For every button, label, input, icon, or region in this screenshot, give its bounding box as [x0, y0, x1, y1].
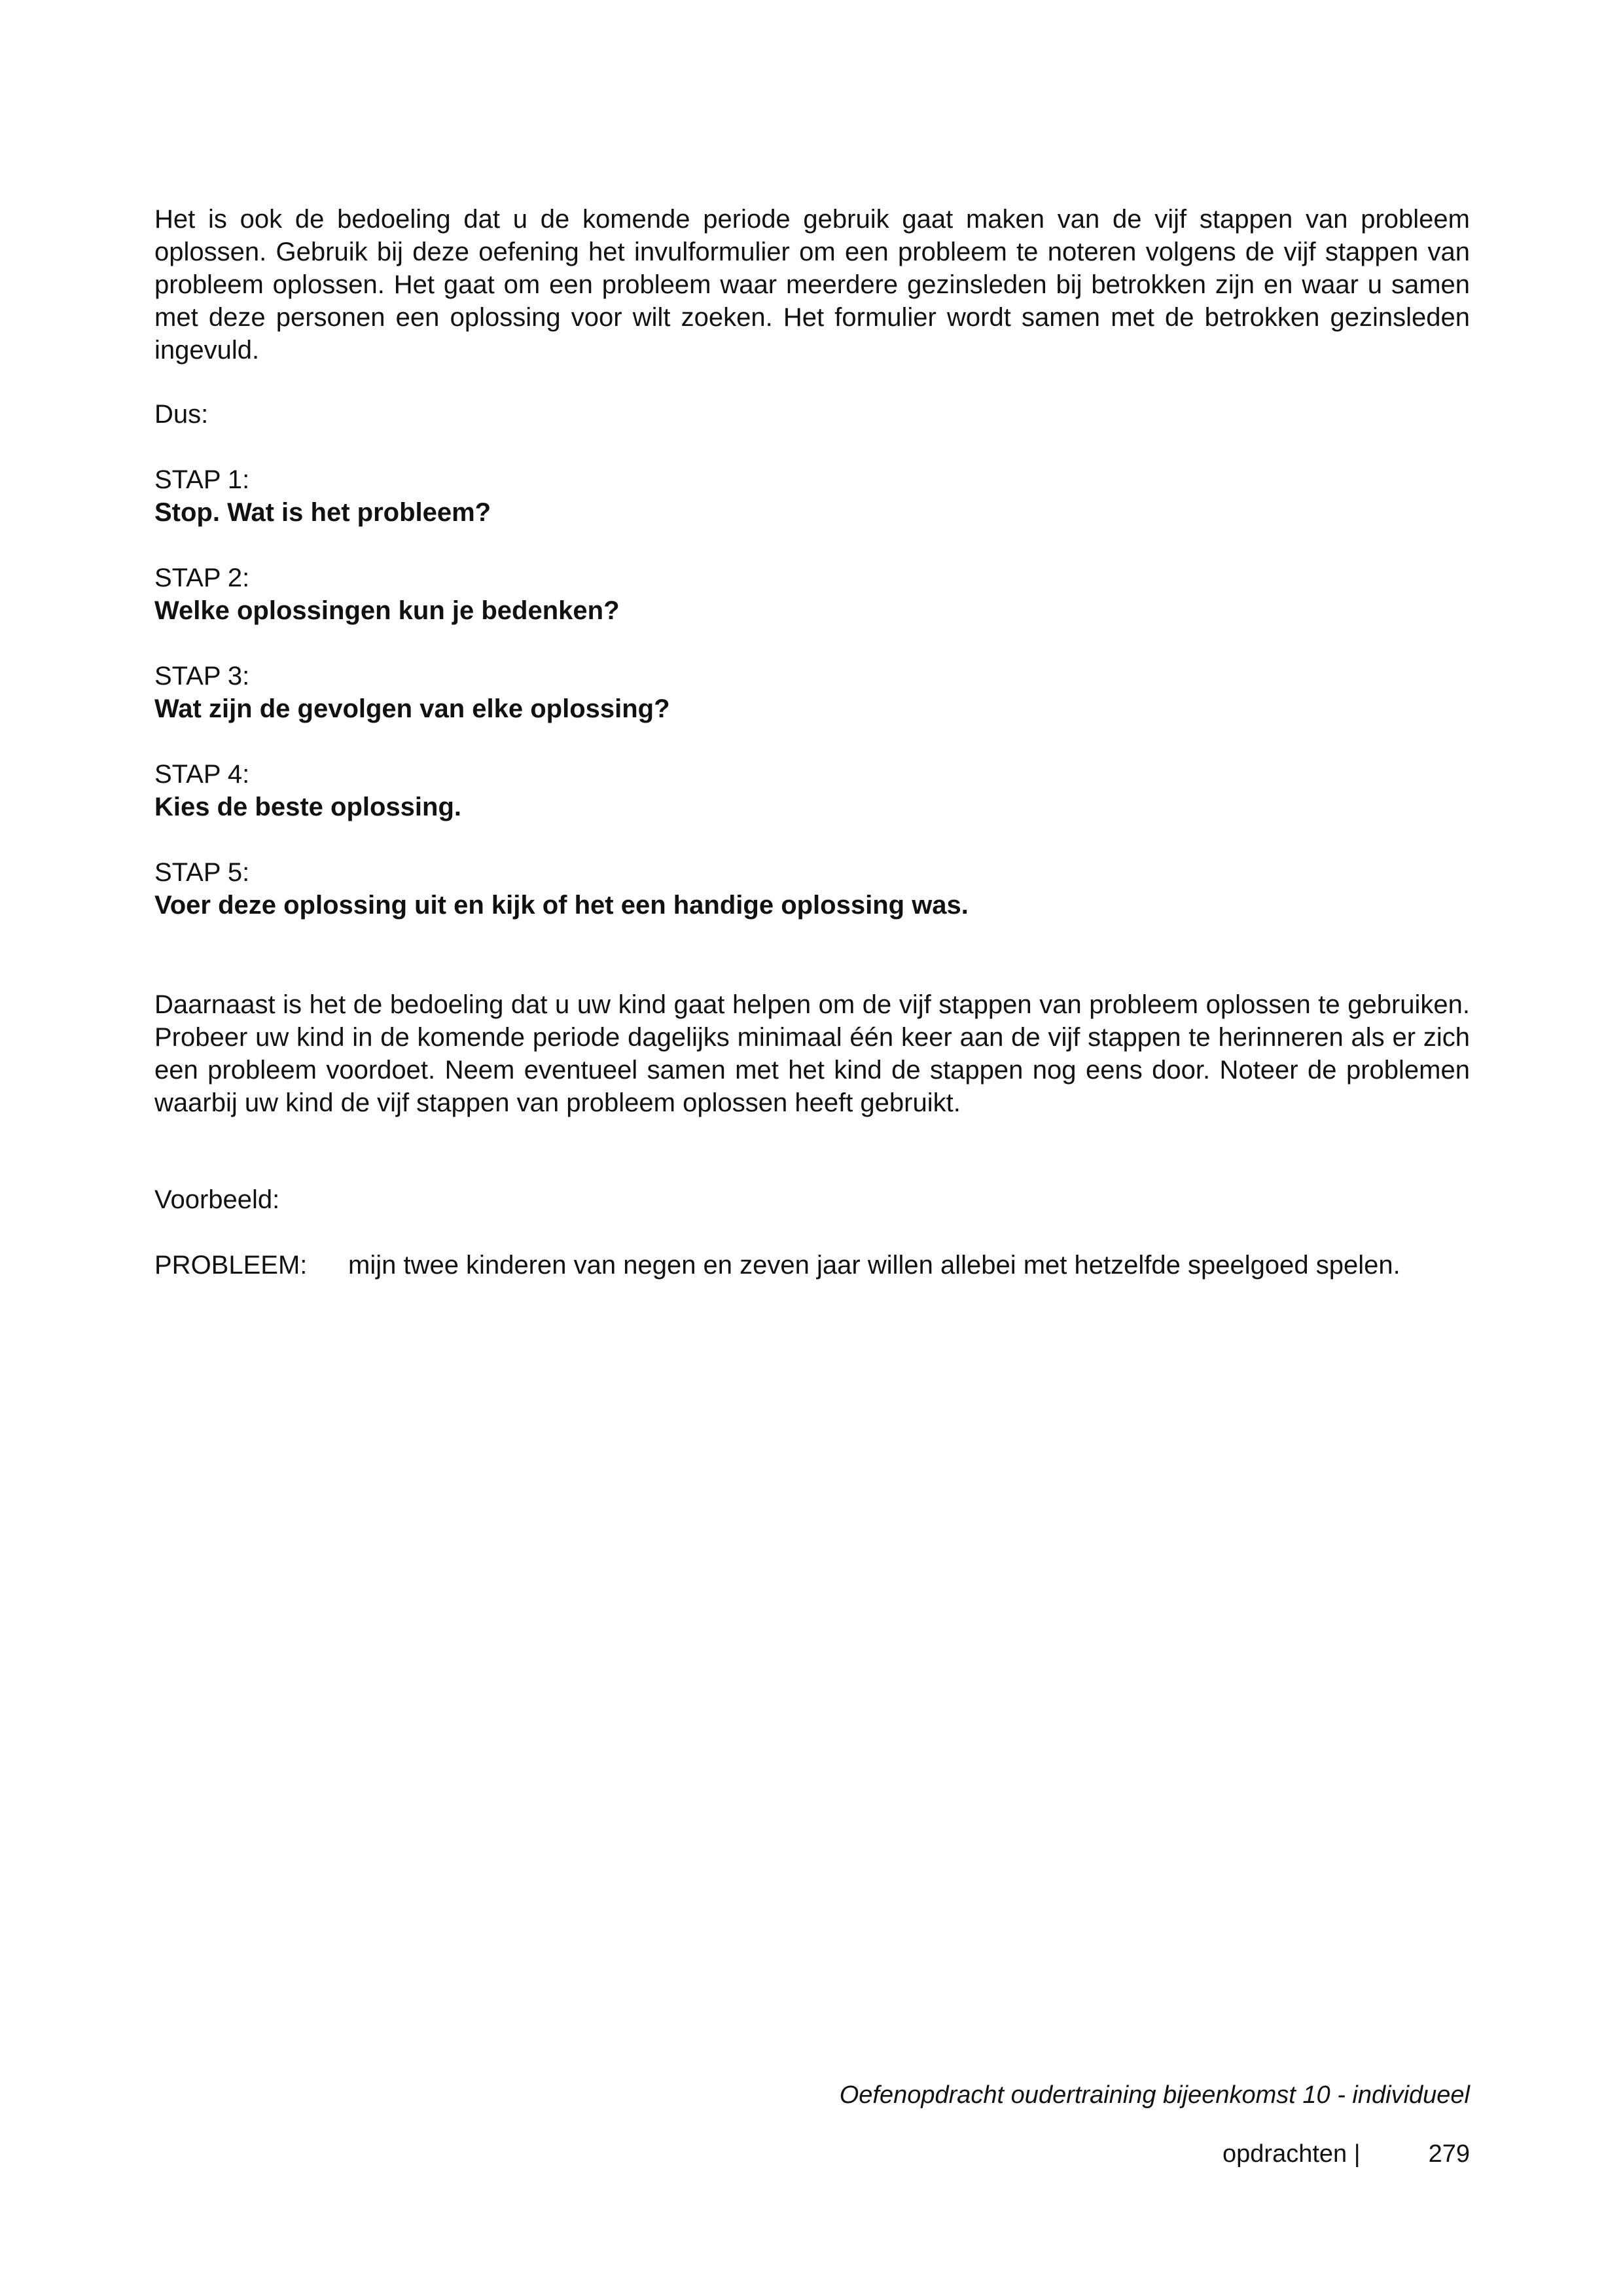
second-paragraph: Daarnaast is het de bedoeling dat u uw kind gaat helpen om de vijf stappen van probleem oplossen te gebruiken. Probeer uw kind in de komende periode dagelijks minimaal één keer aan de vijf stappen te herinneren als er zich een probleem voordoet. Neem eventueel samen met het kind de stappen nog eens door. Noteer de problemen waarbij uw kind de vijf stappen van probleem oplossen heeft gebruikt. — [154, 990, 1470, 1117]
problem-row — [154, 1249, 1470, 1282]
document-body — [154, 196, 1470, 1282]
step-label: STAP 2: — [154, 564, 250, 592]
step-label: STAP 5: — [154, 858, 250, 887]
problem-value: mijn twee kinderen van negen en zeven jaar willen allebei met hetzelfde speelgoed spelen. — [348, 1251, 1400, 1280]
step-label: STAP 3: — [154, 662, 250, 691]
step-title: Voer deze oplossing uit en kijk of het een handige oplossing was. — [154, 891, 969, 920]
footer-subject: Oefenopdracht oudertraining bijeenkomst 10 - individueel — [839, 2081, 1470, 2109]
step-label: STAP 1: — [154, 465, 250, 494]
page-number: 279 — [1428, 2140, 1470, 2168]
step-label: STAP 4: — [154, 760, 250, 789]
step-4 — [154, 758, 1470, 823]
dus-label: Dus: — [154, 400, 209, 429]
example-label: Voorbeeld: — [154, 1185, 280, 1214]
step-5 — [154, 856, 1470, 922]
step-title: Stop. Wat is het probleem? — [154, 498, 491, 527]
footer-page — [1222, 2139, 1470, 2169]
step-2 — [154, 562, 1470, 627]
step-title: Welke oplossingen kun je bedenken? — [154, 596, 620, 625]
step-1 — [154, 463, 1470, 529]
problem-key: PROBLEEM: — [154, 1251, 308, 1280]
step-title: Wat zijn de gevolgen van elke oplossing? — [154, 694, 670, 723]
footer-section: opdrachten | — [1222, 2140, 1361, 2168]
intro-paragraph: Het is ook de bedoeling dat u de komende periode gebruik gaat maken van de vijf stappen van probleem oplossen. Gebruik bij deze oefening het invulformulier om een probleem te noteren volgens de vijf stappen van probleem oplossen. Het gaat om een probleem waar meerdere gezinsleden bij betrokken zijn en waar u samen met deze personen een oplossing voor wilt zoeken. Het formulier wordt samen met de betrokken gezinsleden ingevuld. — [154, 205, 1470, 365]
step-3 — [154, 660, 1470, 725]
step-title: Kies de beste oplossing. — [154, 793, 462, 821]
